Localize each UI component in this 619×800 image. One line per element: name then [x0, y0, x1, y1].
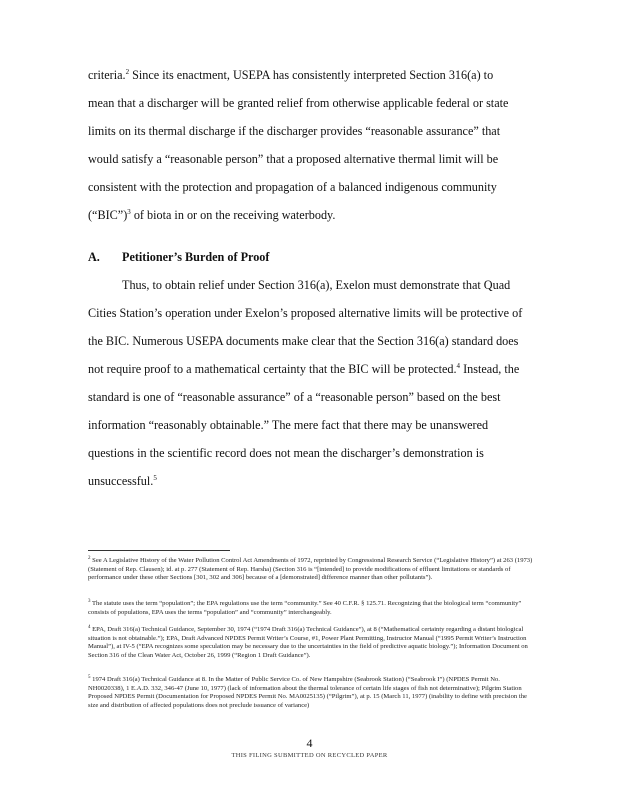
body-line: criteria.$^2$ Since its enactment, USEPA has consistently interpreted Section 316(a) to [88, 67, 494, 82]
body-line: not require proof to a mathematical certainty that the BIC will be protected.$^4$ Instead, the [88, 361, 520, 376]
footnote-ref-3[interactable]: 3 [127, 207, 131, 216]
body-line: unsuccessful.$^5$ [88, 473, 157, 488]
body-line: questions in the scientific record does not mean the discharger’s demonstration is [88, 446, 484, 460]
body-line: Thus, to obtain relief under Section 316(a), Exelon must demonstrate that Quad [122, 278, 511, 292]
footnote-4: $^4$ EPA, Draft 316(a) Technical Guidance, September 30, 1974 (“1974 Draft 316(a) Technical Guidance”), at 8 (“Mathematical certainty regarding a distant biological situation is not obtainable.”); EPA, Draft Advanced NPDES Permit Writer’s Course, #1, Power Plant Permitting, Instructor Manual (“1995 Permit Writer’s Instruction Manual”), at IV-5 (“EPA recognizes some speculation may be necessary due to the uncertainties in the field of predictive aquatic biology.”); Information Document on Section 316 of the Clean Water Act, October 26, 1999 (“Region 1 Draft Guidance”). [88, 624, 528, 659]
page-number: 4 [306, 736, 313, 750]
section-title: Petitioner’s Burden of Proof [122, 250, 270, 264]
page-footer: THIS FILING SUBMITTED ON RECYCLED PAPER [231, 752, 388, 759]
body-line: standard is one of “reasonable assurance” of a “reasonable person” based on the best [88, 390, 501, 404]
body-line: information “reasonably obtainable.” The mere fact that there may be unanswered [88, 418, 489, 432]
footnote-ref-2[interactable]: 2 [125, 67, 130, 76]
section-letter: A. [88, 250, 100, 264]
body-line: consistent with the protection and propagation of a balanced indigenous community [88, 180, 497, 194]
footnote-2: $^2$ See A Legislative History of the Water Pollution Control Act Amendments of 1972, reprinted by Congressional Research Service (“Legislative History”) at 263 (1973) (Statement of Rep. Clausen); id. at p. 277 (Statement of Rep. Harsha) (Section 316 is “[intended] to provide modifications of effluent limitations or standards of performance under these other Sections [301, 302 and 306] because of a [demonstrated] difference manner than other pollutants”). [88, 555, 533, 582]
footnote-ref-4[interactable]: 4 [456, 361, 461, 370]
body-line: the BIC. Numerous USEPA documents make clear that the Section 316(a) standard does [88, 334, 519, 348]
body-line: would satisfy a “reasonable person” that a proposed alternative thermal limit will be [88, 152, 499, 166]
footnote-3: $^3$ The statute uses the term “population”; the EPA regulations use the term “community.” See 40 C.F.R. § 125.71. Recognizing that the biological term “community” consists of populations, EPA uses the terms “population” and “community” interchangeably. [88, 598, 522, 616]
body-line: mean that a discharger will be granted relief from otherwise applicable federal or state [88, 96, 509, 110]
footnote-separator [88, 550, 230, 551]
body-line: limits on its thermal discharge if the discharger provides “reasonable assurance” that [88, 124, 501, 138]
footnote-ref-5[interactable]: 5 [153, 473, 157, 482]
footnote-5: $^5$ 1974 Draft 316(a) Technical Guidance at 8. In the Matter of Public Service Co. of New Hampshire (Seabrook Station) (“Seabrook I”) (NPDES Permit No. NH0020338), 1 E.A.D. 332, 346-47 (June 10, 1977) (lack of information about the thermal tolerance of certain life stages of fish not determinative); Pilgrim Station Proposed NPDES Permit (Documentation for Proposed NPDES Permit No. MA0025135) (“Pilgrim”), at p. 15 (March 11, 1977) (inability to define with precision the size and distribution of affected populations does not preclude issuance of variance) [88, 674, 527, 709]
body-line: (“BIC”)$^3$ of biota in or on the receiving waterbody. [88, 207, 336, 222]
body-line: Cities Station’s operation under Exelon’s proposed alternative limits will be protective of [88, 306, 523, 320]
